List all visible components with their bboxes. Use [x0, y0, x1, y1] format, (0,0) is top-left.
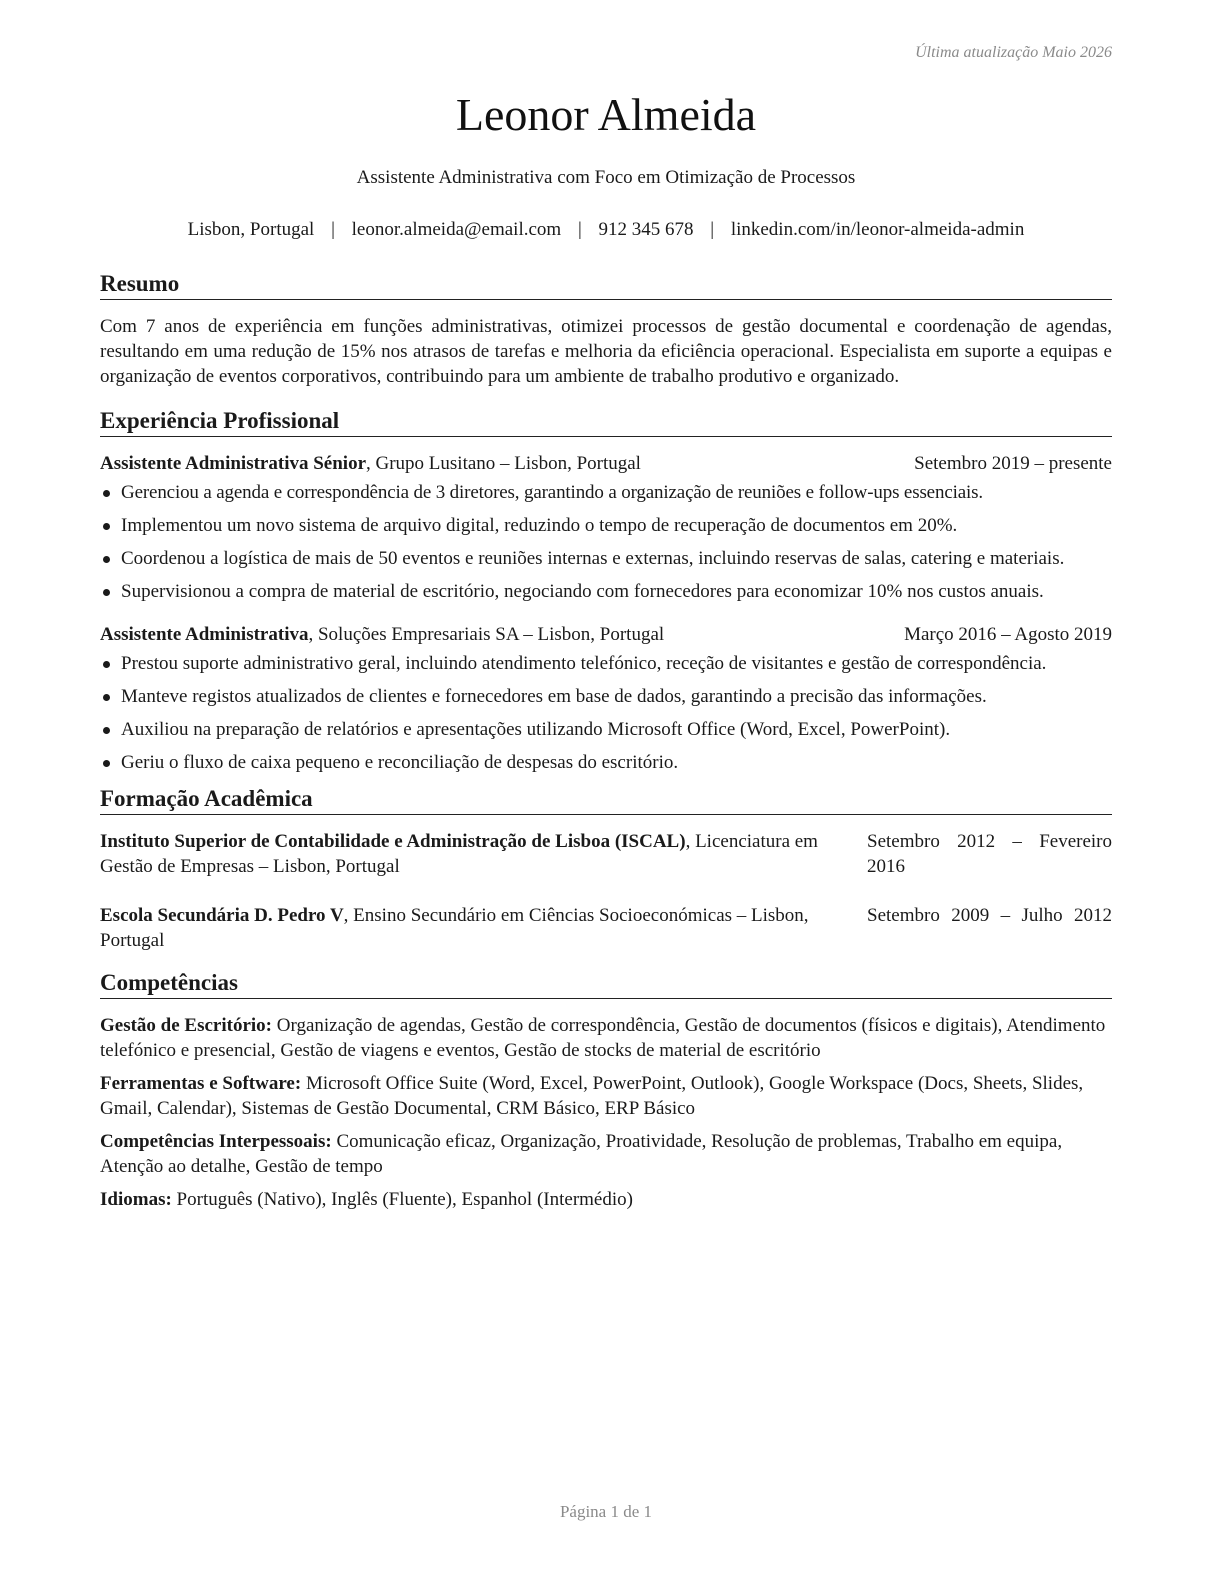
contact-separator: |: [577, 219, 582, 240]
contact-linkedin[interactable]: linkedin.com/in/leonor-almeida-admin: [730, 219, 1025, 240]
job-header: [100, 622, 1112, 647]
education-entry: [100, 829, 1112, 879]
education-description: [100, 903, 867, 953]
section-title-education: Formação Acadêmica: [100, 785, 1112, 815]
section-title-summary: Resumo: [100, 270, 1112, 300]
job-bullets: [100, 480, 1112, 604]
candidate-name: Leonor Almeida: [455, 89, 757, 140]
job-bullet: Auxiliou na preparação de relatórios e apresentações utilizando Microsoft Office (Word, Excel, PowerPoint).: [100, 717, 1112, 742]
contact-separator: |: [331, 219, 335, 240]
education-institution: Instituto Superior de Contabilidade e Administração de Lisboa (ISCAL): [100, 831, 686, 852]
job-bullet: Gerenciou a agenda e correspondência de 3 diretores, garantindo a organização de reuniões e follow-ups essenciais.: [100, 480, 1112, 505]
job-bullet: Prestou suporte administrativo geral, incluindo atendimento telefónico, receção de visitantes e gestão de correspondência.: [100, 651, 1112, 676]
skill-value: Português (Nativo), Inglês (Fluente), Espanhol (Intermédio): [171, 1189, 633, 1210]
skill-line: [100, 1129, 1112, 1179]
section-title-experience: Experiência Profissional: [100, 407, 1112, 437]
contact-location: Lisbon, Portugal: [187, 219, 315, 240]
skill-line: [100, 1071, 1112, 1121]
skill-value: Organização de agendas, Gestão de correspondência, Gestão de documentos (físicos e digitais), Atendimento telefónico e presencial, Gestão de viagens e eventos, Gestão de stocks de material de escritório: [100, 1015, 1106, 1061]
job-bullet: Manteve registos atualizados de clientes e fornecedores em base de dados, garantindo a precisão das informações.: [100, 684, 1112, 709]
job-bullet: Implementou um novo sistema de arquivo digital, reduzindo o tempo de recuperação de documentos em 20%.: [100, 513, 1112, 538]
skill-label: Competências Interpessoais:: [100, 1131, 332, 1152]
education-institution: Escola Secundária D. Pedro V: [100, 905, 344, 926]
contact-line: [100, 219, 1112, 241]
job-entry: [100, 622, 1112, 775]
job-dates: Setembro 2019 – presente: [914, 453, 1112, 474]
skill-line: [100, 1187, 1112, 1212]
job-bullet: Coordenou a logística de mais de 50 eventos e reuniões internas e externas, incluindo reservas de salas, catering e materiais.: [100, 546, 1112, 571]
job-role-company: [100, 622, 664, 647]
job-company: , Grupo Lusitano – Lisbon, Portugal: [366, 453, 641, 474]
skill-label: Idiomas:: [100, 1189, 172, 1210]
contact-phone: 912 345 678: [598, 219, 694, 240]
education-description: [100, 829, 867, 879]
job-bullet: Geriu o fluxo de caixa pequeno e reconciliação de despesas do escritório.: [100, 750, 1112, 775]
job-entry: [100, 451, 1112, 604]
skill-label: Gestão de Escritório:: [100, 1015, 273, 1036]
job-dates: Março 2016 – Agosto 2019: [904, 624, 1112, 645]
section-title-skills: Competências: [100, 969, 1112, 999]
page-number: Página 1 de 1: [559, 1502, 653, 1521]
job-role-company: [100, 451, 641, 476]
candidate-headline: Assistente Administrativa com Foco em Otimização de Processos: [356, 167, 856, 188]
skill-value: Comunicação eficaz, Organização, Proatividade, Resolução de problemas, Trabalho em equipa, Atenção ao detalhe, Gestão de tempo: [100, 1131, 1063, 1177]
contact-separator: |: [710, 219, 715, 240]
education-detail: , Licenciatura em Gestão de Empresas – Lisbon, Portugal: [100, 831, 818, 877]
job-bullet: Supervisionou a compra de material de escritório, negociando com fornecedores para economizar 10% nos custos anuais.: [100, 579, 1112, 604]
education-dates: Setembro 2009 – Julho 2012: [867, 905, 1112, 926]
job-role: Assistente Administrativa Sénior: [100, 453, 366, 474]
contact-email[interactable]: leonor.almeida@email.com: [351, 219, 562, 240]
education-dates: Setembro 2012 – Fevereiro 2016: [867, 831, 1112, 877]
job-header: [100, 451, 1112, 476]
skill-value: Microsoft Office Suite (Word, Excel, PowerPoint, Outlook), Google Workspace (Docs, Sheets, Slides, Gmail, Calendar), Sistemas de Gestão Documental, CRM Básico, ERP Básico: [100, 1073, 1084, 1119]
job-bullets: [100, 651, 1112, 775]
education-entry: [100, 903, 1112, 953]
resume-content: [100, 270, 1112, 1220]
job-role: Assistente Administrativa: [100, 624, 309, 645]
last-updated: Última atualização Maio 2026: [915, 44, 1112, 61]
skill-line: [100, 1013, 1112, 1063]
education-detail: , Ensino Secundário em Ciências Socioeconómicas – Lisbon, Portugal: [100, 905, 809, 951]
skill-label: Ferramentas e Software:: [100, 1073, 302, 1094]
job-company: , Soluções Empresariais SA – Lisbon, Portugal: [308, 624, 665, 645]
summary-text: Com 7 anos de experiência em funções administrativas, otimizei processos de gestão documental e coordenação de agendas, resultando em uma redução de 15% nos atrasos de tarefas e melhoria da eficiência operacional. Especialista em suporte a equipas e organização de eventos corporativos, contribuindo para um ambiente de trabalho produtivo e organizado.: [100, 316, 1112, 387]
